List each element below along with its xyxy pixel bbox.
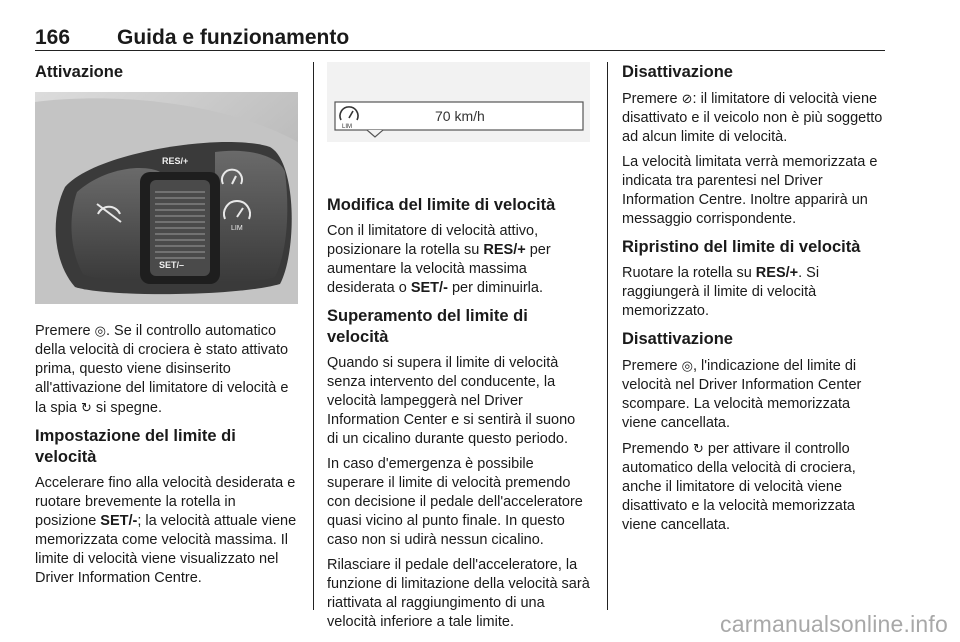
paragraph-disattivazione-1: Premere ⊘: il limitatore di velocità viene disattivato e il veicolo non è più soggetto ad alcun limite di velocità. (622, 91, 883, 145)
paragraph-impostazione: Accelerare fino alla velocità desiderata e ruotare brevemente la rotella in posizione SET/-; la velocità attuale viene memorizzata come velocità massima. Il limite di velocità viene visualizzato nel Driver Information Centre. (35, 475, 297, 586)
column-3 (622, 62, 885, 535)
column-1 (35, 62, 298, 588)
cruise-control-indicator-icon: ↻ (80, 400, 92, 415)
set-minus-label: SET/– (159, 260, 185, 270)
section-title-modifica: Modifica del limite di velocità (327, 196, 556, 214)
chapter-title: Guida e funzionamento (117, 26, 350, 49)
paragraph-disattivazione-3: Premere ◎, l'indicazione del limite di velocità nel Driver Information Center scompare. La velocità memorizzata viene cancellata. (622, 358, 862, 431)
paragraph-modifica: Con il limitatore di velocità attivo, posizionare la rotella su RES/+ per aumentare la velocità massima desiderata o SET/- per diminuirla. (327, 223, 551, 296)
paragraph-superamento-2: In caso d'emergenza è possibile superare il limite di velocità premendo con decisione il pedale dell'acceleratore quasi vicino al punto finale. In questo caso non si udirà nessun cicalino. (327, 456, 583, 548)
paragraph-ripristino: Ruotare la rotella su RES/+. Si raggiungerà il limite di velocità memorizzato. (622, 265, 820, 319)
speed-limiter-icon: ◎ (681, 358, 693, 373)
cruise-control-indicator-icon: ↻ (692, 441, 704, 456)
paragraph-superamento-1: Quando si supera il limite di velocità senza intervento del conducente, la velocità lampeggerà nel Driver Information Center e si sentirà il suono di un cicalino durante questo periodo. (327, 355, 576, 447)
section-title-superamento: Superamento del limite di velocità (327, 307, 528, 346)
column-2 (327, 62, 590, 632)
paragraph-disattivazione-4: Premendo ↻ per attivare il controllo automatico della velocità di crociera, anche il limitatore di velocità viene disattivato e la velocità memorizzata viene cancellata. (622, 441, 856, 533)
section-title-disattivazione-2: Disattivazione (622, 330, 733, 348)
section-title-disattivazione: Disattivazione (622, 63, 733, 81)
section-title-ripristino: Ripristino del limite di velocità (622, 238, 861, 256)
page-number: 166 (35, 26, 71, 49)
section-title-impostazione: Impostazione del limite di velocità (35, 427, 236, 466)
paragraph-premere: Premere ◎. Se il controllo automatico della velocità di crociera è stato attivato prima, questo viene disinserito all'attivazione del limitatore di velocità e la spia ↻ si spegne. (35, 323, 289, 416)
lim-label: LIM (231, 225, 243, 232)
display-speed-value: 70 km/h (435, 108, 485, 124)
column-divider (607, 62, 608, 610)
section-title-attivazione: Attivazione (35, 63, 124, 81)
cruise-off-icon: ⊘ (681, 91, 693, 106)
driver-information-display (327, 62, 590, 142)
paragraph-superamento-3: Rilasciare il pedale dell'acceleratore, la funzione di limitazione della velocità sarà riattivata al raggiungimento di una velocità inferiore a tale limite. (327, 557, 590, 630)
column-divider (313, 62, 314, 610)
steering-wheel-controls-photo (35, 92, 298, 304)
display-lim-label: LIM (342, 124, 353, 130)
speed-limiter-icon: ◎ (94, 323, 106, 338)
paragraph-disattivazione-2: La velocità limitata verrà memorizzata e indicata tra parentesi nel Driver Information Centre. Inoltre apparirà un messaggio corrispondente. (622, 154, 878, 227)
header-rule (35, 50, 885, 51)
res-plus-label: RES/+ (162, 156, 189, 166)
watermark-brand: carmanualsonline.info (720, 611, 948, 637)
